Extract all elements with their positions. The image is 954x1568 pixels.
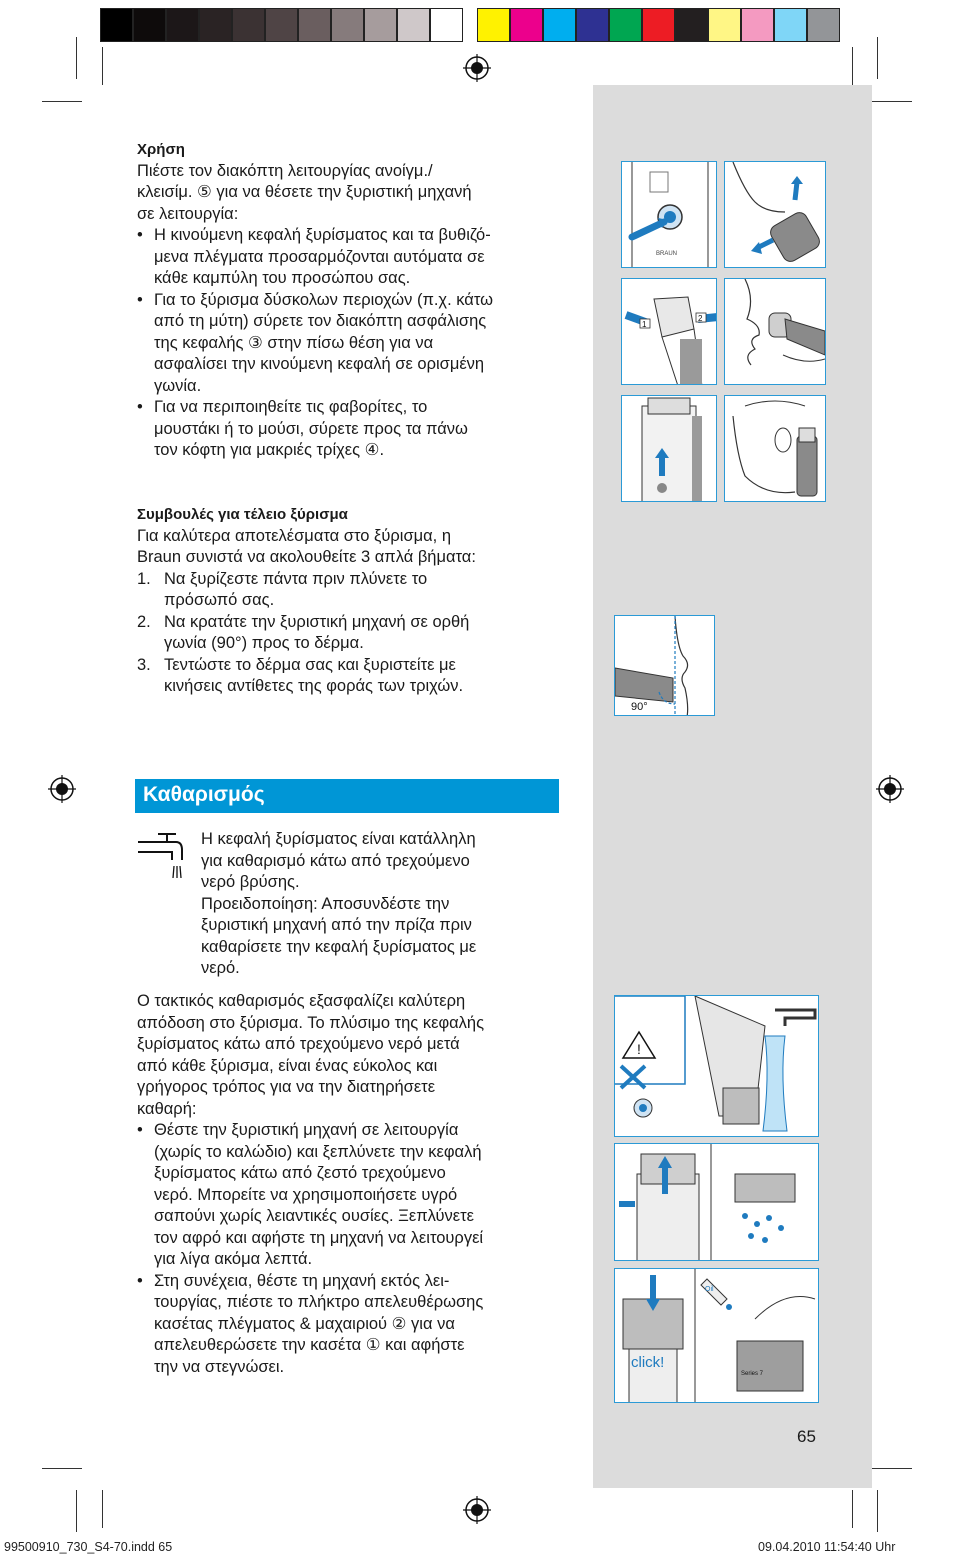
crop-mark bbox=[877, 1490, 878, 1532]
swatch-gap bbox=[463, 8, 477, 42]
text-line: Να κρατάτε την ξυριστική μηχανή σε ορθή bbox=[164, 612, 470, 631]
cleaning-bullet bbox=[137, 1120, 562, 1271]
color-swatch bbox=[430, 8, 463, 42]
text-line: γωνία (90°) προς το δέρμα. bbox=[164, 634, 364, 652]
rinse-illustration bbox=[615, 996, 819, 1137]
step-number: 3. bbox=[137, 655, 151, 674]
text-line: νερό. bbox=[201, 959, 240, 977]
usage-intro bbox=[137, 161, 562, 226]
figure-face-shaving bbox=[724, 161, 826, 268]
marker-2-label: 2 bbox=[698, 314, 703, 323]
nose-area-illustration bbox=[725, 279, 826, 385]
text-line: γρήγορος τρόπος για να την διατηρήσετε bbox=[137, 1078, 436, 1096]
crop-mark bbox=[102, 47, 103, 85]
text-line: Προειδοποίηση: Αποσυνδέστε την bbox=[201, 894, 450, 913]
text-line: για λίγα ακόμα λεπτά. bbox=[154, 1250, 313, 1268]
angle-90-illustration bbox=[615, 616, 715, 716]
registration-mark-icon bbox=[876, 775, 904, 803]
text-line: Braun συνιστά να ακολουθείτε 3 απλά βήματα: bbox=[137, 548, 476, 566]
crop-mark bbox=[42, 1468, 82, 1469]
text-line: από τη μύτη) σύρετε τον διακόπτη ασφάλισης bbox=[154, 312, 487, 330]
cleaning-body bbox=[137, 991, 562, 1378]
usage-heading: Χρήση bbox=[137, 141, 185, 158]
text-line: Για καλύτερα αποτελέσματα στο ξύρισμα, η bbox=[137, 526, 452, 545]
figure-long-hair-trimmer bbox=[621, 395, 717, 502]
text-line: ξυρίσματος κάτω από τρεχούμενο νερό μετά bbox=[137, 1035, 460, 1053]
color-swatch bbox=[133, 8, 166, 42]
crop-mark bbox=[852, 47, 853, 85]
text-line: τον κόφτη για μακριές τρίχες ④. bbox=[154, 441, 385, 459]
color-swatch bbox=[298, 8, 331, 42]
color-swatch bbox=[708, 8, 741, 42]
click-label: click! bbox=[631, 1354, 665, 1371]
color-swatch bbox=[675, 8, 708, 42]
page-number: 65 bbox=[797, 1427, 816, 1446]
text-line: της κεφαλής ③ στην πίσω θέση για να bbox=[154, 333, 434, 352]
registration-mark-icon bbox=[48, 775, 76, 803]
text-line: • Στη συνέχεια, θέστε τη μηχανή εκτός λει- bbox=[154, 1271, 450, 1290]
color-swatch bbox=[364, 8, 397, 42]
text-line: καθαρίσετε την κεφαλή ξυρίσματος με bbox=[201, 937, 477, 956]
figure-rinse-under-tap bbox=[614, 995, 819, 1137]
registration-mark-icon bbox=[463, 1496, 491, 1524]
svg-text:!: ! bbox=[637, 1041, 641, 1057]
color-swatch bbox=[741, 8, 774, 42]
color-swatch bbox=[477, 8, 510, 42]
text-line: τον αφρό και αφήστε τη μηχανή να λειτουργεί bbox=[154, 1228, 484, 1247]
crop-mark bbox=[852, 1490, 853, 1528]
color-calibration-bar bbox=[100, 8, 840, 42]
tip-step bbox=[137, 569, 562, 612]
text-line: κλεισίμ. ⑤ για να θέσετε την ξυριστική μηχανή bbox=[137, 183, 472, 201]
text-line: από κάθε ξύρισμα, είναι ένας εύκολος και bbox=[137, 1056, 438, 1075]
trimmer-illustration bbox=[622, 396, 717, 502]
usage-bullet bbox=[137, 397, 562, 462]
color-swatch bbox=[609, 8, 642, 42]
footer-filename: 99500910_730_S4-70.indd 65 bbox=[4, 1540, 173, 1554]
text-line: σαπούνι χωρίς λειαντικές ουσίες. Ξεπλύνετε bbox=[154, 1207, 474, 1225]
text-line: νερό βρύσης. bbox=[201, 873, 300, 891]
color-swatch bbox=[397, 8, 430, 42]
text-line: Να ξυρίζεστε πάντα πριν πλύνετε το bbox=[164, 569, 428, 588]
color-swatch bbox=[265, 8, 298, 42]
usage-section bbox=[137, 139, 562, 462]
color-swatch bbox=[199, 8, 232, 42]
text-line: για καθαρισμό κάτω από τρεχούμενο bbox=[201, 851, 470, 870]
usage-bullet bbox=[137, 290, 562, 398]
angle-label: 90° bbox=[631, 701, 648, 713]
text-line: απελευθερώσετε την κασέτα ① και αφήστε bbox=[154, 1336, 465, 1354]
text-line: ασφαλίσει την κινούμενη κεφαλή σε ορισμένη bbox=[154, 355, 485, 373]
series-label: Series 7 bbox=[741, 1371, 764, 1377]
text-line: • Για το ξύρισμα δύσκολων περιοχών (π.χ. κάτω bbox=[154, 290, 494, 309]
crop-mark bbox=[872, 1468, 912, 1469]
cassette-removal-illustration bbox=[615, 1144, 819, 1261]
step-number: 1. bbox=[137, 569, 151, 588]
figure-sideburns bbox=[724, 395, 826, 502]
color-swatch bbox=[543, 8, 576, 42]
color-swatch bbox=[510, 8, 543, 42]
color-swatch bbox=[576, 8, 609, 42]
cassette-insert-illustration bbox=[615, 1269, 819, 1403]
tip-step bbox=[137, 655, 562, 698]
crop-mark bbox=[76, 1490, 77, 1532]
text-line: κινήσεις αντίθετες της φοράς των τριχών. bbox=[164, 677, 464, 695]
figure-90-degree bbox=[614, 615, 715, 716]
color-swatch bbox=[642, 8, 675, 42]
step-number: 2. bbox=[137, 612, 151, 631]
color-swatch bbox=[232, 8, 265, 42]
crop-mark bbox=[76, 37, 77, 79]
figure-power-button bbox=[621, 161, 717, 268]
oil-label: Oil bbox=[705, 1286, 714, 1293]
tip-step bbox=[137, 612, 562, 655]
cleaning-title-bar bbox=[135, 779, 559, 813]
marker-1-label: 1 bbox=[642, 320, 647, 329]
figure-reinsert-cassette bbox=[614, 1268, 819, 1403]
registration-mark-icon bbox=[463, 54, 491, 82]
text-line: απόδοση στο ξύρισμα. Το πλύσιμο της κεφαλής bbox=[137, 1013, 485, 1032]
tips-section bbox=[137, 504, 562, 698]
text-line: Η κεφαλή ξυρίσματος είναι κατάλληλη bbox=[201, 830, 476, 848]
brand-label: BRAUN bbox=[656, 251, 678, 257]
figure-nose-shaving bbox=[724, 278, 826, 385]
text-line: (χωρίς το καλώδιο) και ξεπλύνετε την κεφαλή bbox=[154, 1142, 482, 1161]
text-line: • Για να περιποιηθείτε τις φαβορίτες, το bbox=[154, 398, 428, 416]
crop-mark bbox=[877, 37, 878, 79]
color-swatch bbox=[100, 8, 133, 42]
color-swatch bbox=[807, 8, 840, 42]
text-line: ξυρίσματος κάτω από ζεστό τρεχούμενο bbox=[154, 1164, 446, 1182]
cleaning-bullet bbox=[137, 1271, 562, 1379]
text-line: • Η κινούμενη κεφαλή ξυρίσματος και τα βυθιζό- bbox=[154, 226, 491, 244]
text-line: • Θέστε την ξυριστική μηχανή σε λειτουργία bbox=[154, 1121, 459, 1139]
text-line: Πιέστε τον διακόπτη λειτουργίας ανοίγμ./ bbox=[137, 161, 433, 180]
text-line: Ο τακτικός καθαρισμός εξασφαλίζει καλύτερη bbox=[137, 992, 466, 1010]
head-lock-illustration bbox=[622, 279, 717, 385]
color-swatch bbox=[331, 8, 364, 42]
text-line: κασέτας πλέγματος & μαχαιριού ② για να bbox=[154, 1314, 455, 1333]
text-line: τουργίας, πιέστε το πλήκτρο απελευθέρωσης bbox=[154, 1293, 484, 1311]
text-line: γωνία. bbox=[154, 376, 202, 395]
faucet-icon bbox=[136, 830, 188, 882]
text-line: μουστάκι ή το μούσι, σύρετε προς τα πάνω bbox=[154, 419, 468, 438]
crop-mark bbox=[872, 101, 912, 102]
footer-datetime: 09.04.2010 11:54:40 Uhr bbox=[758, 1540, 896, 1554]
color-swatch bbox=[774, 8, 807, 42]
text-line: νερό. Μπορείτε να χρησιμοποιήσετε υγρό bbox=[154, 1185, 458, 1204]
text-line: Τεντώστε το δέρμα σας και ξυριστείτε με bbox=[164, 655, 456, 674]
text-line: καθαρή: bbox=[137, 1099, 197, 1118]
crop-mark bbox=[42, 101, 82, 102]
face-profile-illustration bbox=[725, 162, 826, 268]
water-note bbox=[201, 829, 561, 980]
crop-mark bbox=[102, 1490, 103, 1528]
tips-heading: Συμβουλές για τέλειο ξύρισμα bbox=[137, 506, 348, 523]
text-line: πρόσωπό σας. bbox=[164, 591, 275, 609]
figure-remove-cassette bbox=[614, 1143, 819, 1261]
text-line: την να στεγνώσει. bbox=[154, 1357, 285, 1376]
text-line: μενα πλέγματα προσαρμόζονται αυτόματα σε bbox=[154, 247, 485, 266]
cleaning-title: Καθαρισμός bbox=[143, 783, 265, 806]
color-swatch bbox=[166, 8, 199, 42]
figure-head-lock bbox=[621, 278, 717, 385]
usage-bullet bbox=[137, 225, 562, 290]
shaver-power-button-illustration bbox=[622, 162, 717, 268]
text-line: σε λειτουργία: bbox=[137, 204, 239, 223]
text-line: κάθε καμπύλη του προσώπου σας. bbox=[154, 269, 411, 287]
text-line: ξυριστική μηχανή από την πρίζα πριν bbox=[201, 916, 472, 934]
sideburn-trim-illustration bbox=[725, 396, 826, 502]
